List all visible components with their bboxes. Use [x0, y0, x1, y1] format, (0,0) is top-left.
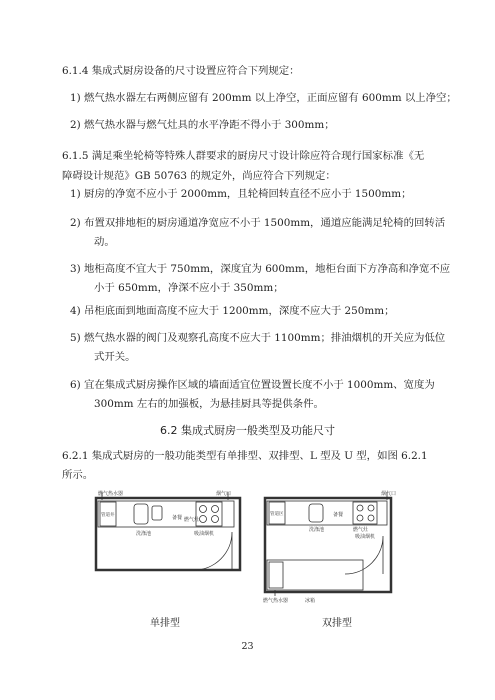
- label-heater: 燃气热水器: [263, 598, 289, 604]
- text-line: 5) 燃气热水器的阀门及观察孔高度不应大于 1100mm；排油烟机的开关应为低位: [70, 332, 446, 344]
- label-flue: 烟气口: [381, 491, 397, 497]
- label-shaft: 管道井: [101, 513, 115, 518]
- text-line: 6) 宜在集成式厨房操作区域的墙面适宜位置设置长度不小于 1000mm、宽度为: [70, 379, 435, 391]
- text-line: 6.1.4 集成式厨房设备的尺寸设置应符合下列规定：: [62, 65, 300, 77]
- label-counter: 备餐: [172, 515, 183, 521]
- burner-icon: [200, 516, 207, 523]
- clause-6-1-4-item-1: [70, 91, 457, 106]
- caption-double-row: 双排型: [322, 618, 352, 629]
- lower-counter-run: [267, 560, 363, 590]
- clause-6-1-5-item-6: [70, 376, 435, 414]
- clause-6-1-4-item-2: [70, 118, 335, 133]
- sink-basin-2: [152, 506, 162, 520]
- label-fridge: 冰箱: [305, 598, 316, 604]
- stove-top: [353, 502, 377, 524]
- text-line: 1) 燃气热水器左右两侧应留有 200mm 以上净空，正面应留有 600mm 以上净空；: [70, 92, 457, 104]
- clause-6-1-5-item-1: [70, 187, 411, 202]
- label-heater: 燃气热水器: [98, 491, 124, 497]
- stove-top: [196, 502, 222, 526]
- label-hood: 吸油烟机: [194, 531, 215, 537]
- label-pipe-area: 管道区: [270, 512, 284, 517]
- label-stove: 燃气灶: [184, 517, 200, 523]
- counter-run: [98, 501, 234, 527]
- text-line: 4) 吊柜底面到地面高度不应大于 1200mm，深度不应大于 250mm；: [70, 305, 395, 317]
- burner-icon: [212, 506, 219, 513]
- label-sink: 洗涤池: [309, 527, 325, 533]
- text-line: 小于 650mm，净深不应小于 350mm；: [94, 282, 284, 294]
- section-heading-6-2: 6.2 集成式厨房一般类型及功能尺寸: [160, 424, 335, 437]
- text-line: 2) 燃气热水器与燃气灶具的水平净距不得小于 300mm；: [70, 119, 335, 131]
- door-swing: [345, 536, 383, 574]
- label-hood: 吸油烟机: [355, 534, 376, 540]
- label-sink: 洗涤池: [136, 531, 152, 537]
- clause-6-1-5-item-3: [70, 260, 450, 298]
- page-number: 23: [241, 641, 254, 652]
- label-flue: 烟气口: [216, 491, 232, 497]
- text-line: 动。: [94, 236, 115, 248]
- clause-6-1-5-item-2: [70, 214, 445, 252]
- label-counter: 备餐: [333, 512, 344, 518]
- burner-icon: [357, 505, 363, 511]
- label-stove: 燃气灶: [353, 527, 369, 533]
- text-line: 6.2.1 集成式厨房的一般功能类型有单排型、双排型、L 型及 U 型，如图 6.2.1: [62, 450, 428, 462]
- sink-basin: [309, 504, 323, 522]
- caption-single-row: 单排型: [150, 618, 180, 629]
- plan-outer-wall: [265, 498, 391, 592]
- text-line: 300mm 左右的加强板，为悬挂厨具等提供条件。: [94, 398, 324, 410]
- clause-6-1-5-item-5: [70, 329, 445, 367]
- text-line: 障碍设计规范》GB 50763 的规定外，尚应符合下列规定：: [62, 170, 336, 182]
- single-row-kitchen-plan: [92, 488, 252, 598]
- burner-icon: [368, 505, 374, 511]
- text-line: 1) 厨房的净宽不应小于 2000mm，且轮椅回转直径不应小于 1500mm；: [70, 188, 412, 200]
- text-line: 式开关。: [94, 351, 136, 363]
- text-line: 6.1.5 满足乘坐轮椅等特殊人群要求的厨房尺寸设计除应符合现行国家标准《无: [62, 150, 425, 162]
- clause-6-1-4: [62, 64, 300, 79]
- clause-6-1-5: [62, 146, 424, 186]
- burner-icon: [200, 506, 207, 513]
- text-line: 2) 布置双排地柜的厨房通道净宽应不小于 1500mm，通道应能满足轮椅的回转活: [70, 217, 446, 229]
- double-row-kitchen-plan: [257, 488, 417, 606]
- sink-basin: [134, 504, 148, 524]
- gas-heater-box: [269, 562, 283, 588]
- burner-icon: [357, 515, 363, 521]
- burner-icon: [368, 515, 374, 521]
- burner-icon: [212, 516, 219, 523]
- clause-6-2-1: [62, 447, 428, 485]
- door-swing: [194, 532, 232, 570]
- clause-6-1-5-item-4: [70, 304, 394, 319]
- text-line: 所示。: [62, 469, 94, 481]
- text-line: 3) 地柜高度不宜大于 750mm，深度宜为 600mm，地柜台面下方净高和净宽不应: [70, 263, 451, 275]
